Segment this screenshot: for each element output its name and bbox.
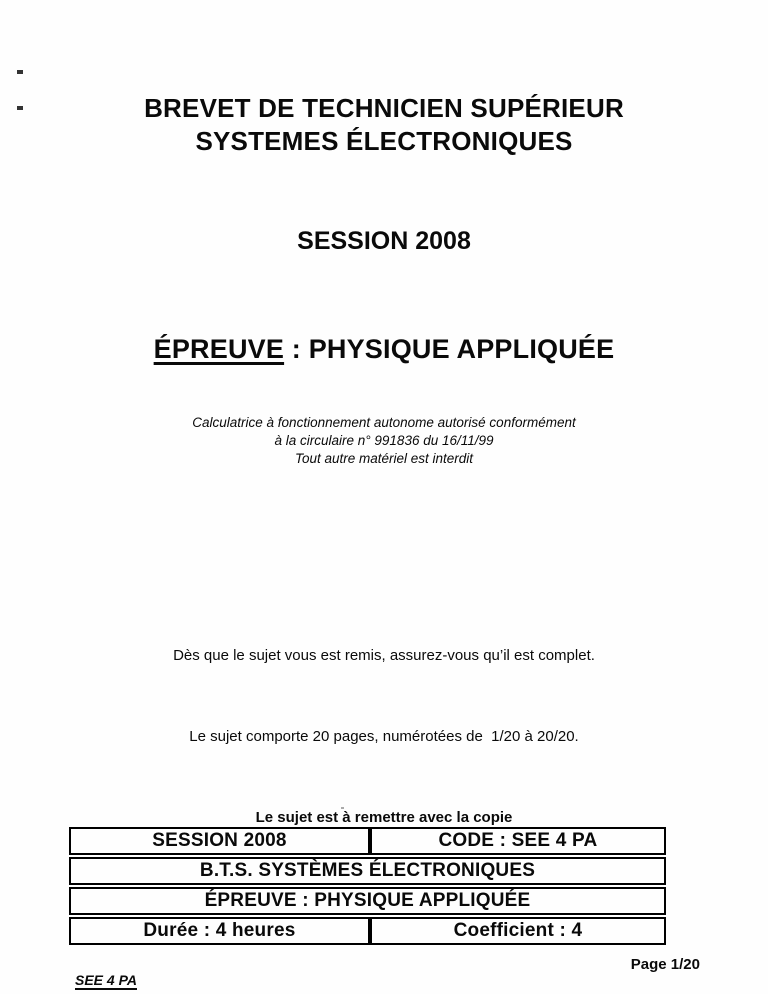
exam-heading [0,334,768,365]
page-number: Page 1/20 [630,956,700,973]
document-title-line1: BREVET DE TECHNICIEN SUPÉRIEUR [144,93,624,123]
instruction-line3: Le sujet est à remettre avec la copie [255,809,513,826]
table-cell-code: CODE : SEE 4 PA [370,827,666,855]
table-row [69,917,666,945]
exam-summary-table [69,825,666,947]
calculator-notice-line2: à la circulaire n° 991836 du 16/11/99 [274,433,494,448]
instruction-line1: Dès que le sujet vous est remis, assurez-vous qu’il est complet. [173,647,595,664]
table-cell-coefficient: Coefficient : 4 [370,917,666,945]
scan-artifact [17,70,23,74]
table-cell-program: B.T.S. SYSTÈMES ÉLECTRONIQUES [69,857,666,885]
calculator-notice [0,414,768,468]
subject-code-footer: SEE 4 PA [75,972,137,988]
table-cell-session: SESSION 2008 [69,827,370,855]
calculator-notice-line1: Calculatrice à fonctionnement autonome autorisé conformément [192,415,576,430]
table-row [69,887,666,915]
session-heading: SESSION 2008 [297,227,471,255]
instruction-line2: Le sujet comporte 20 pages, numérotées de 1/20 à 20/20. [189,728,579,745]
document-title-line2: SYSTEMES ÉLECTRONIQUES [195,126,573,156]
table-row [69,857,666,885]
exam-heading-label: ÉPREUVE [153,334,285,364]
table-row [69,827,666,855]
document-title [0,92,768,158]
table-cell-duration: Durée : 4 heures [69,917,370,945]
table-cell-exam: ÉPREUVE : PHYSIQUE APPLIQUÉE [69,887,666,915]
exam-heading-subject: : PHYSIQUE APPLIQUÉE [284,334,615,364]
calculator-notice-line3: Tout autre matériel est interdit [294,451,474,466]
